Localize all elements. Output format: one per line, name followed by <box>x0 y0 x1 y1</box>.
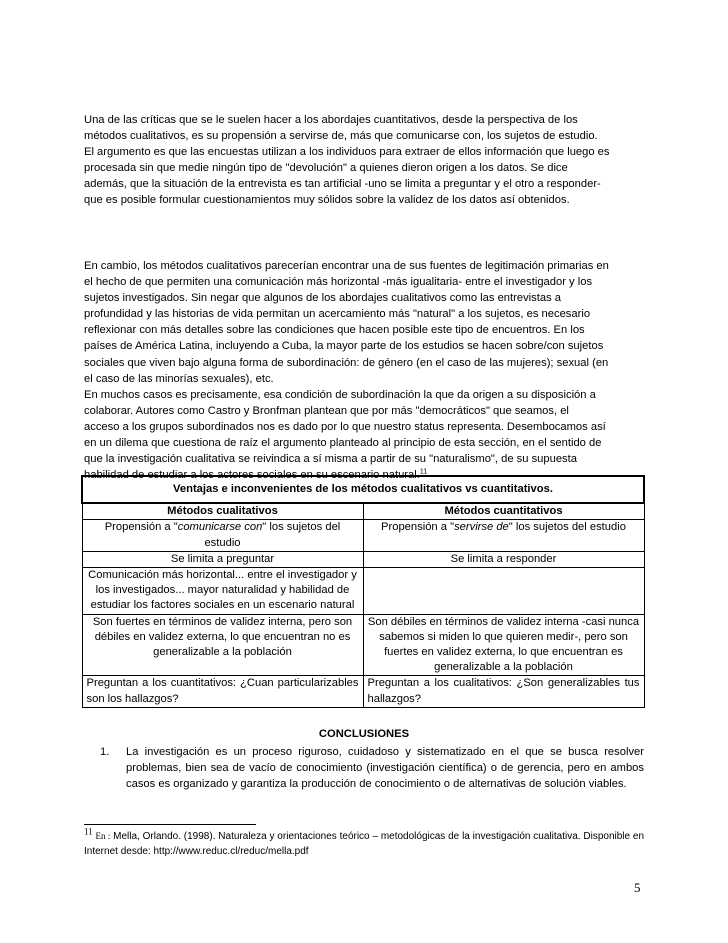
cell-quantitative <box>363 568 644 615</box>
text-line-content: habilidad de estudiar a los actores sociales en su escenario natural. <box>84 469 420 482</box>
footnote-text: Mella, Orlando. (1998). Naturaleza y orientaciones teórico – metodológicas de la investigación cualitativa. Disponible en Internet desde: http://www.reduc.cl/reduc/mella.pdf <box>84 831 645 857</box>
text-line: el hecho de que permiten una comunicación más horizontal -más igualitaria- entre el investigador y los <box>84 276 593 289</box>
cell-qualitative: Preguntan a los cuantitativos: ¿Cuan particularizables son los hallazgos? <box>82 676 363 707</box>
text-line: En cambio, los métodos cualitativos parecerían encontrar una de sus fuentes de legitimación primarias en <box>84 260 609 272</box>
cell-quantitative: Se limita a responder <box>363 551 644 567</box>
text-line: reflexionar con más detalles sobre las condiciones que hacen posible este tipo de encuentros. En los <box>84 324 585 337</box>
text-line: En muchos casos es precisamente, esa condición de subordinación la que da origen a su disposición a <box>84 388 596 401</box>
cell-qualitative: Propensión a "comunicarse con" los sujetos del estudio <box>82 520 363 551</box>
text-line: El argumento es que las encuestas utilizan a los individuos para extraer de ellos información que luego es <box>84 146 610 159</box>
text-line: países de América Latina, incluyendo a Cuba, la mayor parte de los estudios se hacen sobre/con sujetos <box>84 340 604 353</box>
list-number: 1. <box>100 746 110 758</box>
page-number: 5 <box>634 880 641 895</box>
header-qualitative: Métodos cualitativos <box>82 503 363 520</box>
cell-quantitative: Preguntan a los cualitativos: ¿Son generalizables tus hallazgos? <box>363 676 644 707</box>
table-row <box>82 676 644 707</box>
paragraph-2 <box>84 258 644 483</box>
cell-quantitative: Propensión a "servirse de" los sujetos del estudio <box>363 520 644 551</box>
text-line: sujetos investigados. Sin negar que algunos de los abordajes cualitativos como las entrevistas a <box>84 292 561 305</box>
table-row <box>82 551 644 567</box>
footnote-mark: 11 <box>84 826 93 837</box>
text-line: profundidad y las historias de vida permitan un acercamiento más "natural" a los sujetos, es necesario <box>84 308 591 321</box>
cell-qualitative: Son fuertes en términos de validez interna, pero son débiles en validez externa, lo que encuentran no es generalizable a la población <box>82 614 363 676</box>
text-line: el caso de las minorías sexuales), etc. <box>84 372 274 385</box>
list-item <box>100 744 644 793</box>
text-line: acceso a los grupos subordinados nos es dado por lo que nuestro status representa. Desembocamos así <box>84 420 606 433</box>
text-line: métodos cualitativos, es su propensión a servirse de, más que comunicarse con, los sujetos de estudio. <box>84 130 598 143</box>
text-line: colaborar. Autores como Castro y Bronfman plantean que por más "democráticos" que seamos, el <box>84 404 569 417</box>
text-line: en un dilema que cuestiona de raíz el argumento planteado al principio de esta sección, en el sentido de <box>84 437 602 450</box>
text-line: Una de las críticas que se le suelen hacer a los abordajes cuantitativos, desde la perspectiva de los <box>84 114 578 126</box>
cell-qualitative: Se limita a preguntar <box>82 551 363 567</box>
text-line: sociales que viven bajo alguna forma de subordinación: de género (en el caso de las mujeres); sexual (en <box>84 356 609 369</box>
table-row <box>82 568 644 615</box>
paragraph-1 <box>84 112 644 209</box>
text-line: que la investigación cualitativa se reivindica a sí misma a partir de su "naturalismo", de su supuesta <box>84 453 577 466</box>
header-quantitative: Métodos cuantitativos <box>363 503 644 520</box>
text-line: que es posible formular cuestionamientos muy sólidos sobre la validez de los datos así obtenidos. <box>84 194 570 207</box>
conclusions-heading: CONCLUSIONES <box>318 728 410 740</box>
footnote <box>84 826 645 859</box>
footnote-prefix: En : <box>95 831 111 841</box>
cell-qualitative: Comunicación más horizontal... entre el investigador y los investigados... mayor naturalidad y habilidad de estudiar los factores sociales en un escenario natural <box>82 568 363 615</box>
footnote-reference[interactable]: 11 <box>419 468 428 476</box>
table-row <box>82 614 644 676</box>
conclusions-list <box>100 744 644 793</box>
text-line: procesada sin que medie ningún tipo de "devolución" a quienes dieron origen a los datos. Se dice <box>84 162 568 175</box>
cell-quantitative: Son débiles en términos de validez interna -casi nunca sabemos si miden lo que quieren medir-, pero son fuertes en validez externa, lo que encuentran es generalizable a la población <box>363 614 644 676</box>
list-text: La investigación es un proceso riguroso, cuidadoso y sistematizado en el que se busca resolver problemas, bien sea de vacío de conocimiento (investigación científica) o de gerencia, pero en ambos casos es organizado y garantiza la producción de conocimiento o de alternativas de solución viables. <box>126 746 644 791</box>
footnote-separator <box>84 824 256 825</box>
text-line: además, que la situación de la entrevista es tan artificial -uno se limita a preguntar y el otro a responder- <box>84 178 601 191</box>
table-header-row <box>82 503 644 520</box>
table-title: Ventajas e inconvenientes de los métodos cualitativos vs cuantitativos. <box>82 476 644 503</box>
comparison-table <box>81 475 645 708</box>
table-row <box>82 520 644 551</box>
